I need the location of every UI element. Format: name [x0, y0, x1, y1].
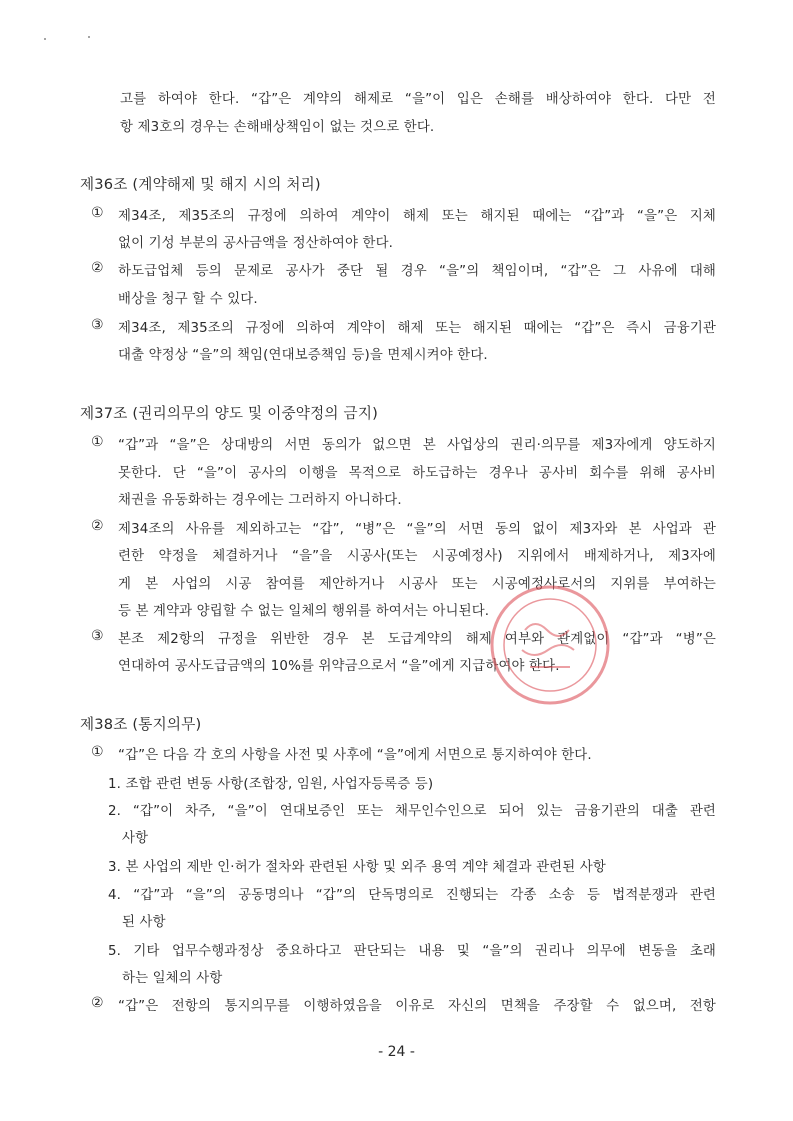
circled-number-2: ②: [91, 260, 104, 276]
article-36-p1-line-2: 없이 기성 부분의 공사금액을 정산하여야 한다.: [118, 236, 394, 251]
intro-line-1: 고를 하여야 한다. “갑”은 계약의 해제로 “을”이 입은 손해를 배상하여야 한다. 다만 전: [120, 92, 716, 107]
article-37-p1-line-2: 못한다. 단 “을”이 공사의 이행을 목적으로 하도급하는 경우나 공사비 회수를 위해 공사비: [118, 466, 716, 481]
article-36-p2-line-2: 배상을 청구 할 수 있다.: [118, 292, 258, 307]
circled-number-3: ③: [91, 317, 104, 333]
circled-number-3: ③: [91, 628, 104, 644]
article-38-p1-line-1: “갑”은 다음 각 호의 사항을 사전 및 사후에 “을”에게 서면으로 통지하여야 한다.: [118, 748, 592, 763]
article-36-heading: 제36조 (계약해제 및 해지 시의 처리): [80, 176, 321, 193]
article-38-item-4-line-2: 된 사항: [122, 915, 166, 930]
article-38-p2-line-1: “갑”은 전항의 통지의무를 이행하였음을 이유로 자신의 면책을 주장할 수 없으며, 전항: [118, 999, 716, 1014]
article-38-item-3: 3. 본 사업의 제반 인·허가 절차와 관련된 사항 및 외주 용역 계약 체결과 관련된 사항: [108, 860, 606, 875]
article-38-heading: 제38조 (통지의무): [80, 716, 202, 733]
article-38-item-2-line-1: 2. “갑”이 차주, “을”이 연대보증인 또는 채무인수인으로 되어 있는 금융기관의 대출 관련: [108, 804, 716, 819]
article-37-p3-line-2: 연대하여 공사도급금액의 10%를 위약금으로서 “을”에게 지급하여야 한다.: [118, 659, 560, 674]
article-36-p2-line-1: 하도급업체 등의 문제로 공사가 중단 될 경우 “을”의 책임이며, “갑”은 그 사유에 대해: [118, 264, 716, 279]
scan-speck: [88, 36, 90, 38]
circled-number-1: ①: [91, 434, 104, 450]
circled-number-1: ①: [91, 205, 104, 221]
circled-number-2: ②: [91, 518, 104, 534]
article-37-p2-line-4: 등 본 계약과 양립할 수 없는 일체의 행위를 하여서는 아니된다.: [118, 604, 490, 619]
article-37-p2-line-3: 게 본 사업의 시공 참여를 제안하거나 시공사 또는 시공예정사로서의 지위를 부여하는: [118, 577, 716, 592]
company-seal: [470, 575, 620, 725]
circled-number-1: ①: [91, 744, 104, 760]
article-36-p3-line-1: 제34조, 제35조의 규정에 의하여 계약이 해제 또는 해지된 때에는 “갑”은 즉시 금융기관: [118, 321, 716, 336]
article-38-item-5-line-2: 하는 일체의 사항: [122, 971, 223, 986]
circled-number-2: ②: [91, 995, 104, 1011]
article-37-p3-line-1: 본조 제2항의 규정을 위반한 경우 본 도급계약의 해제 여부와 관계없이 “갑”과 “병”은: [118, 632, 716, 647]
article-37-heading: 제37조 (권리의무의 양도 및 이중약정의 금지): [80, 405, 379, 422]
article-37-p1-line-1: “갑”과 “을”은 상대방의 서면 동의가 없으면 본 사업상의 권리·의무를 제3자에게 양도하지: [118, 438, 716, 453]
article-36-p3-line-2: 대출 약정상 “을”의 책임(연대보증책임 등)을 면제시켜야 한다.: [118, 348, 488, 363]
article-38-item-5-line-1: 5. 기타 업무수행과정상 중요하다고 판단되는 내용 및 “을”의 권리나 의무에 변동을 초래: [108, 944, 716, 959]
article-38-item-4-line-1: 4. “갑”과 “을”의 공동명의나 “갑”의 단독명의로 진행되는 각종 소송 등 법적분쟁과 관련: [108, 888, 716, 903]
article-38-item-2-line-2: 사항: [122, 831, 149, 846]
article-37-p2-line-1: 제34조의 사유를 제외하고는 “갑”, “병”은 “을”의 서면 동의 없이 제3자와 본 사업과 관: [118, 522, 716, 537]
page-number: - 24 -: [378, 1044, 415, 1060]
article-36-p1-line-1: 제34조, 제35조의 규정에 의하여 계약이 해제 또는 해지된 때에는 “갑”과 “을”은 지체: [118, 209, 716, 224]
article-37-p2-line-2: 련한 약정을 체결하거나 “을”을 시공사(또는 시공예정사) 지위에서 배제하거나, 제3자에: [118, 549, 716, 564]
article-37-p1-line-3: 채권을 유동화하는 경우에는 그러하지 아니하다.: [118, 493, 402, 508]
scan-speck: [44, 38, 46, 40]
article-38-item-1: 1. 조합 관련 변동 사항(조합장, 임원, 사업자등록증 등): [108, 777, 434, 792]
intro-line-2: 항 제3호의 경우는 손해배상책임이 없는 것으로 한다.: [120, 120, 435, 135]
